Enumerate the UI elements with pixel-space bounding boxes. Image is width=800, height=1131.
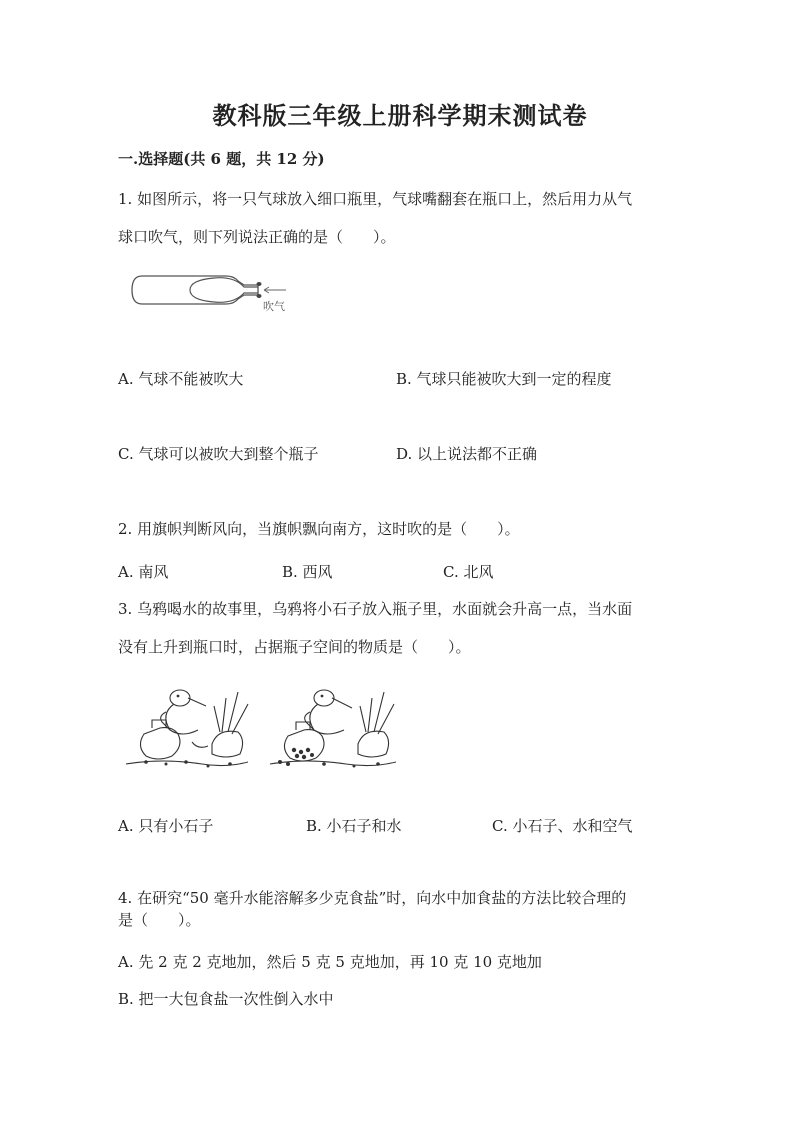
q1-option-d: D. 以上说法都不正确	[396, 445, 538, 463]
q1-option-c: C. 气球可以被吹大到整个瓶子	[118, 445, 319, 463]
question-3-line-1: 3. 乌鸦喝水的故事里，乌鸦将小石子放入瓶子里，水面就会升高一点，当水面	[118, 600, 633, 618]
q1-option-a: A. 气球不能被吹大	[118, 370, 244, 388]
question-2-line-1: 2. 用旗帜判断风向，当旗帜飘向南方，这时吹的是（ ）。	[118, 520, 520, 538]
balloon-bottle-figure	[126, 270, 306, 320]
question-3-line-2: 没有上升到瓶口时，占据瓶子空间的物质是（ ）。	[118, 638, 471, 656]
q3-option-b: B. 小石子和水	[306, 817, 402, 835]
q2-option-a: A. 南风	[118, 563, 169, 581]
question-4-line-2: 是（ ）。	[118, 911, 201, 929]
figure-label-blow: 吹气	[263, 300, 285, 313]
q4-option-b: B. 把一大包食盐一次性倒入水中	[118, 990, 334, 1008]
crow-figure-1	[122, 684, 252, 772]
q4-option-a: A. 先 2 克 2 克地加，然后 5 克 5 克地加，再 10 克 10 克地加	[118, 953, 542, 971]
q1-option-b: B. 气球只能被吹大到一定的程度	[396, 370, 612, 388]
q3-option-a: A. 只有小石子	[118, 817, 214, 835]
q3-option-c: C. 小石子、水和空气	[492, 817, 633, 835]
q2-option-b: B. 西风	[282, 563, 333, 581]
crow-figure-2	[266, 684, 400, 772]
question-4-line-1: 4. 在研究“50 毫升水能溶解多少克食盐”时，向水中加食盐的方法比较合理的	[118, 889, 627, 907]
q2-option-c: C. 北风	[443, 563, 494, 581]
question-1-line-1: 1. 如图所示，将一只气球放入细口瓶里，气球嘴翻套在瓶口上，然后用力从气	[118, 190, 633, 208]
question-1-line-2: 球口吹气，则下列说法正确的是（ ）。	[118, 228, 396, 246]
page-title: 教科版三年级上册科学期末测试卷	[212, 101, 588, 130]
section-heading: 一.选择题(共 6 题，共 12 分)	[118, 150, 325, 168]
